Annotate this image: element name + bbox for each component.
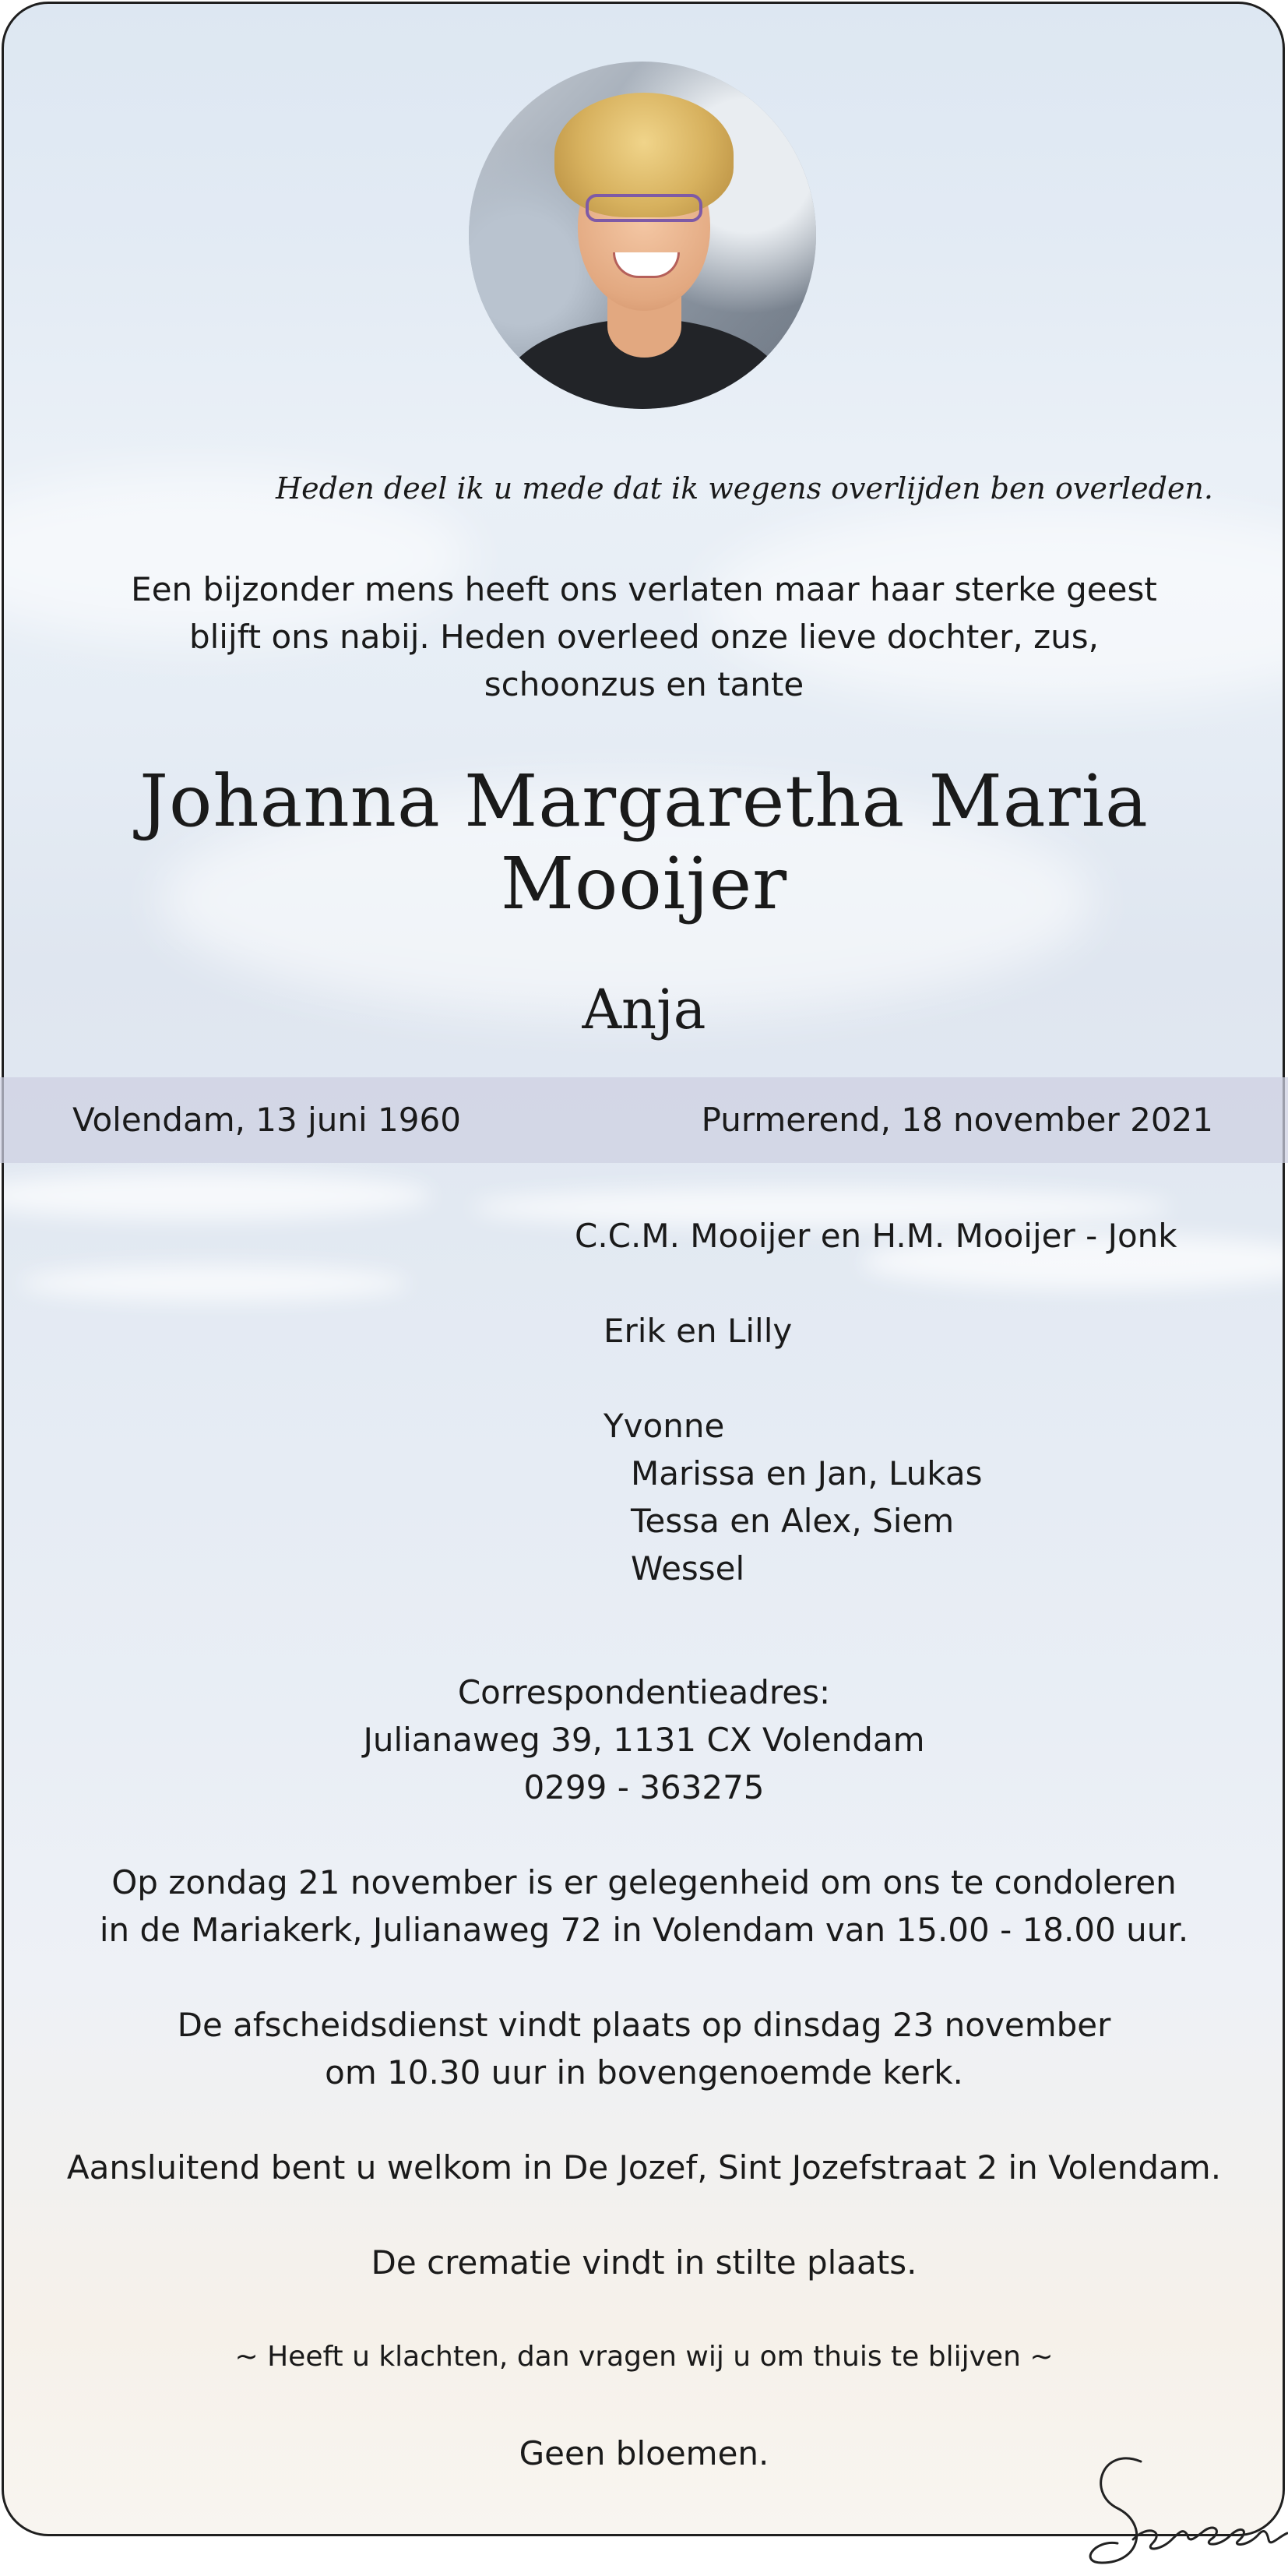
wave-decoration xyxy=(19,1266,409,1301)
intro-text: Heden deel ik u mede dat ik wegens overlijden ben overleden. xyxy=(275,471,1213,506)
parents: C.C.M. Mooijer en H.M. Mooijer - Jonk xyxy=(575,1217,1177,1255)
deceased-name-line-2: Mooijer xyxy=(500,842,788,925)
nickname: Anja xyxy=(582,978,706,1041)
cremation-text: De crematie vindt in stilte plaats. xyxy=(371,2243,917,2282)
complaints-text: ~ Heeft u klachten, dan vragen wij u om thuis te blijven ~ xyxy=(234,2341,1054,2373)
correspondence-label: Correspondentieadres: xyxy=(457,1673,831,1711)
sereen-signature-logo xyxy=(1086,2446,1288,2576)
death-place-date: Purmerend, 18 november 2021 xyxy=(701,1101,1213,1139)
deceased-name-line-1: Johanna Margaretha Maria xyxy=(139,759,1149,843)
service-line-1: De afscheidsdienst vindt plaats op dinsdag 23 november xyxy=(177,2006,1111,2044)
child-3: Wessel xyxy=(631,1549,745,1588)
portrait-photo xyxy=(469,62,816,409)
service-line-2: om 10.30 uur in bovengenoemde kerk. xyxy=(325,2053,963,2091)
child-1: Marissa en Jan, Lukas xyxy=(631,1454,983,1492)
lead-line-1: Een bijzonder mens heeft ons verlaten maar haar sterke geest xyxy=(131,570,1157,608)
sibling-1: Erik en Lilly xyxy=(604,1312,793,1350)
wave-decoration xyxy=(2,1172,432,1219)
sibling-2: Yvonne xyxy=(604,1407,725,1445)
lead-line-3: schoonzus en tante xyxy=(484,665,804,703)
condolence-line-2: in de Mariakerk, Julianaweg 72 in Volendam van 15.00 - 18.00 uur. xyxy=(99,1911,1189,1949)
condolence-line-1: Op zondag 21 november is er gelegenheid om ons te condoleren xyxy=(111,1863,1177,1901)
correspondence-phone: 0299 - 363275 xyxy=(523,1768,765,1806)
correspondence-address: Julianaweg 39, 1131 CX Volendam xyxy=(363,1721,925,1759)
reception-text: Aansluitend bent u welkom in De Jozef, Sint Jozefstraat 2 in Volendam. xyxy=(66,2148,1222,2187)
birth-place-date: Volendam, 13 juni 1960 xyxy=(72,1101,461,1139)
flowers-text: Geen bloemen. xyxy=(519,2434,769,2472)
lead-line-2: blijft ons nabij. Heden overleed onze lieve dochter, zus, xyxy=(188,618,1100,656)
child-2: Tessa en Alex, Siem xyxy=(631,1502,955,1540)
